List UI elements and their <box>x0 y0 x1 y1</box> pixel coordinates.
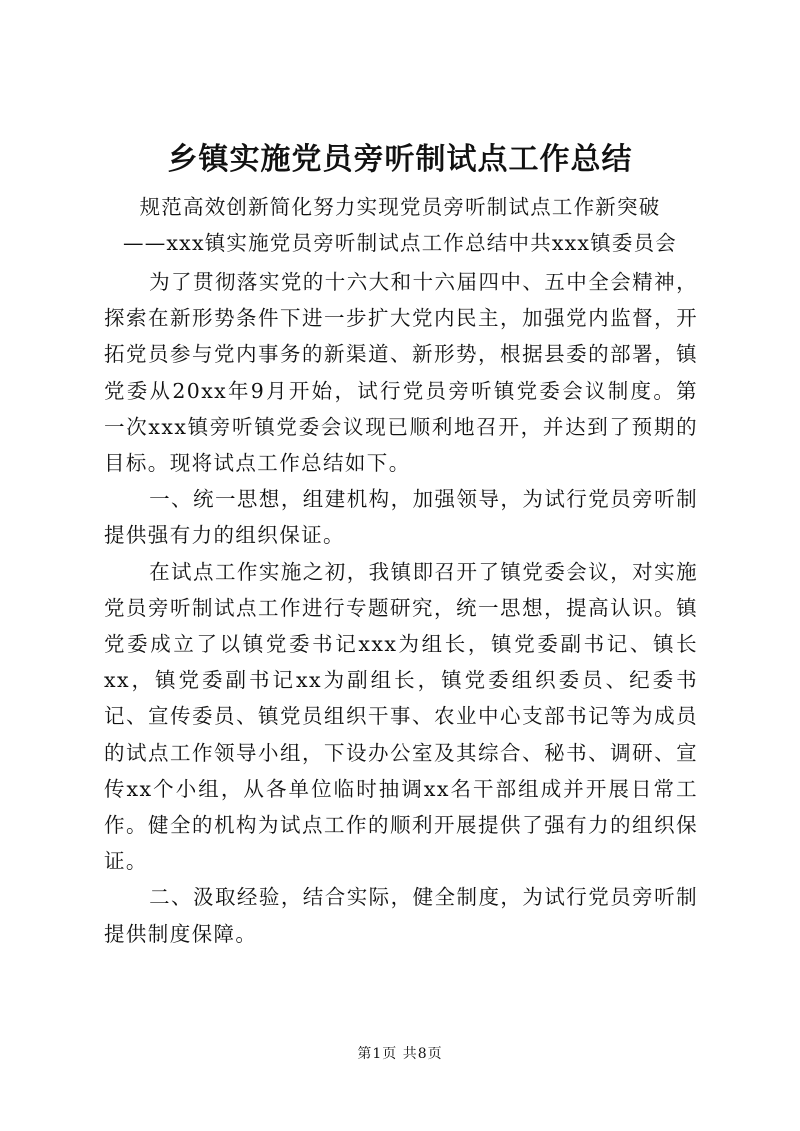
paragraph-intro: 为了贯彻落实党的十六大和十六届四中、五中全会精神，探索在新形势条件下进一步扩大党内民主，加强党内监督，开拓党员参与党内事务的新渠道、新形势，根据县委的部署，镇党委从20xx年9月开始，试行党员旁听镇党委会议制度。第一次xxx镇旁听镇党委会议现已顺利地召开，并达到了预期的目标。现将试点工作总结如下。 <box>104 270 698 476</box>
paragraph-section-1-body: 在试点工作实施之初，我镇即召开了镇党委会议，对实施党员旁听制试点工作进行专题研究，统一思想，提高认识。镇党委成立了以镇党委书记xxx为组长，镇党委副书记、镇长xx，镇党委副书记xx为副组长，镇党委组织委员、纪委书记、宣传委员、镇党员组织干事、农业中心支部书记等为成员的试点工作领导小组，下设办公室及其综合、秘书、调研、宣传xx个小组，从各单位临时抽调xx名干部组成并开展日常工作。健全的机构为试点工作的顺利开展提供了强有力的组织保证。 <box>104 559 698 874</box>
document-title: 乡镇实施党员旁听制试点工作总结 <box>167 142 633 177</box>
document-body <box>104 264 698 952</box>
document-subtitle-issuer: ——xxx镇实施党员旁听制试点工作总结中共xxx镇委员会 <box>123 231 677 255</box>
page-number-footer: 第1页 共8页 <box>357 1046 443 1062</box>
paragraph-section-1-heading: 一、统一思想，组建机构，加强领导，为试行党员旁听制提供强有力的组织保证。 <box>104 487 698 548</box>
document-subtitle: 规范高效创新简化努力实现党员旁听制试点工作新突破 <box>139 195 661 219</box>
paragraph-section-2-heading: 二、汲取经验，结合实际，健全制度，为试行党员旁听制提供制度保障。 <box>104 885 698 946</box>
